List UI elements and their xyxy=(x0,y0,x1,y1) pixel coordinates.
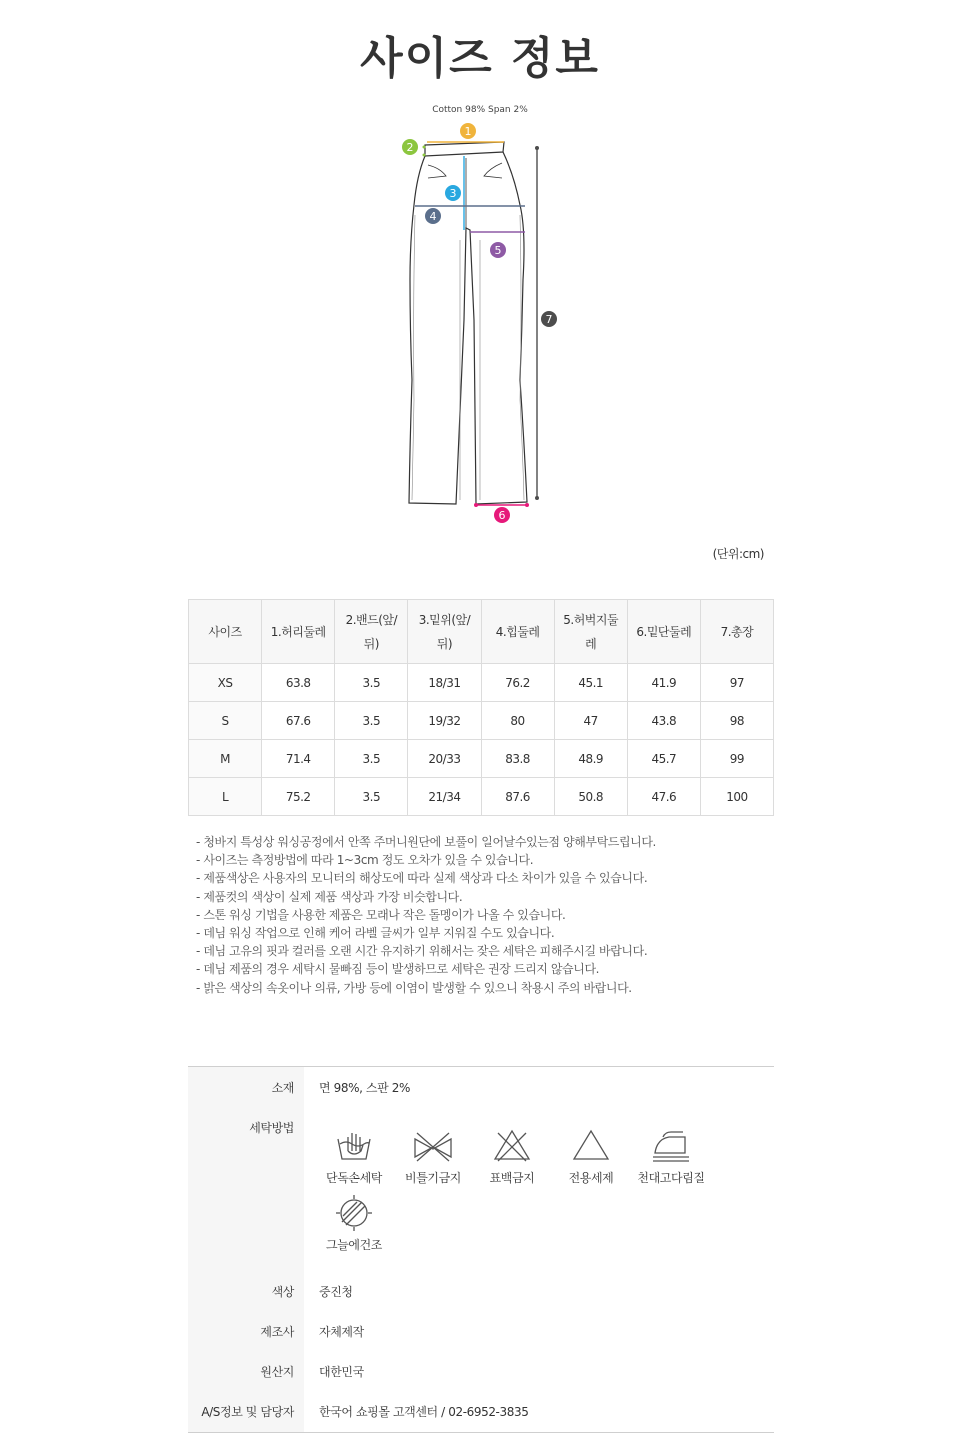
hand-wash-icon xyxy=(334,1127,374,1165)
note-item: - 제품컷의 색상이 실제 제품 색상과 가장 비슷합니다. xyxy=(196,889,463,904)
jeans-measurement-diagram xyxy=(390,115,570,525)
care-item-no-wring xyxy=(393,1127,473,1186)
table-row xyxy=(189,778,774,816)
note-item: - 제품색상은 사용자의 모니터의 해상도에 따라 실제 색상과 다소 차이가 있을 수 있습니다. xyxy=(196,871,648,886)
marker-6 xyxy=(494,507,510,523)
marker-5 xyxy=(490,242,506,258)
measurement-lines xyxy=(415,142,539,507)
manufacturer-info-value: 자체제작 xyxy=(319,1325,364,1339)
page-title: 사이즈 정보 xyxy=(360,33,600,84)
table-cell: 50.8 xyxy=(554,778,627,816)
note-item: - 스톤 워싱 기법을 사용한 제품은 모래나 작은 돌멩이가 나올 수 있습니다. xyxy=(196,907,566,922)
care-label: 비틀기금지 xyxy=(405,1171,461,1185)
color-info-label: 색상 xyxy=(271,1285,294,1299)
manufacturer-info-label: 제조사 xyxy=(260,1325,294,1339)
marker-1 xyxy=(460,123,476,139)
table-cell: 83.8 xyxy=(481,740,554,778)
special-detergent-icon xyxy=(571,1127,611,1165)
note-item: - 밝은 색상의 속옷이나 의류, 가방 등에 이염이 발생할 수 있으니 착용시 주의 바랍니다. xyxy=(196,980,632,995)
care-item-no-bleach xyxy=(472,1127,552,1186)
marker-7 xyxy=(541,311,557,327)
no-bleach-icon xyxy=(492,1127,532,1165)
shade-dry-icon xyxy=(334,1194,374,1232)
care-item-special-detergent xyxy=(551,1127,631,1186)
notes-list xyxy=(196,833,656,997)
table-cell: 41.9 xyxy=(627,664,700,702)
table-cell: 97 xyxy=(700,664,773,702)
marker-2 xyxy=(402,139,418,155)
note-item: - 데님 고유의 핏과 컬러를 오랜 시간 유지하기 위해서는 잦은 세탁은 피해주시길 바랍니다. xyxy=(196,944,648,959)
note-item: - 청바지 특성상 워싱공정에서 안쪽 주머니원단에 보풀이 일어날수있는점 양해부탁드립니다. xyxy=(196,835,656,849)
size-cell: M xyxy=(189,740,262,778)
material-info-value: 면 98%, 스판 2% xyxy=(319,1081,410,1095)
header-hip: 4.힙둘레 xyxy=(481,600,554,664)
size-table xyxy=(188,599,774,816)
table-row xyxy=(189,664,774,702)
marker-3 xyxy=(445,185,461,201)
size-cell: XS xyxy=(189,664,262,702)
table-cell: 100 xyxy=(700,778,773,816)
size-cell: L xyxy=(189,778,262,816)
table-cell: 63.8 xyxy=(262,664,335,702)
origin-info-label: 원산지 xyxy=(260,1365,294,1379)
svg-text:1: 1 xyxy=(464,125,472,138)
care-label: 단독손세탁 xyxy=(326,1171,382,1185)
header-size: 사이즈 xyxy=(189,600,262,664)
table-cell: 48.9 xyxy=(554,740,627,778)
header-waist: 1.허리둘레 xyxy=(262,600,335,664)
header-band: 2.밴드(앞/ 뒤) xyxy=(335,600,408,664)
note-item: - 데님 워싱 작업으로 인해 케어 라벨 글씨가 일부 지워질 수도 있습니다. xyxy=(196,926,555,941)
origin-info-value: 대한민국 xyxy=(319,1365,364,1379)
svg-text:3: 3 xyxy=(449,187,457,200)
header-rise: 3.밑위(앞/ 뒤) xyxy=(408,600,481,664)
care-label: 전용세제 xyxy=(568,1171,614,1185)
iron-with-cloth-icon xyxy=(649,1127,693,1165)
table-cell: 80 xyxy=(481,702,554,740)
unit-note: (단위:cm) xyxy=(712,547,764,561)
svg-text:7: 7 xyxy=(545,313,553,326)
care-item-shade-dry xyxy=(314,1194,394,1253)
table-cell: 18/31 xyxy=(408,664,481,702)
table-cell: 45.1 xyxy=(554,664,627,702)
table-cell: 45.7 xyxy=(627,740,700,778)
care-item-iron-with-cloth xyxy=(631,1127,711,1186)
as-info-label: A/S정보 및 담당자 xyxy=(201,1405,294,1419)
table-cell: 87.6 xyxy=(481,778,554,816)
care-item-hand-wash xyxy=(314,1127,394,1186)
no-wring-icon xyxy=(411,1127,455,1165)
material-label: Cotton 98% Span 2% xyxy=(432,105,528,115)
note-item: - 데님 제품의 경우 세탁시 물빠짐 등이 발생하므로 세탁은 권장 드리지 않습니다. xyxy=(196,962,600,977)
care-label: 그늘에건조 xyxy=(326,1238,382,1252)
table-cell: 47 xyxy=(554,702,627,740)
care-label: 천대고다림질 xyxy=(637,1171,705,1185)
table-cell: 3.5 xyxy=(335,740,408,778)
product-info-table xyxy=(188,1066,774,1433)
table-cell: 21/34 xyxy=(408,778,481,816)
table-cell: 3.5 xyxy=(335,778,408,816)
jeans-illustration xyxy=(406,141,527,504)
marker-4 xyxy=(425,208,441,224)
care-info-label: 세탁방법 xyxy=(249,1121,294,1135)
table-row xyxy=(189,740,774,778)
table-cell: 43.8 xyxy=(627,702,700,740)
size-cell: S xyxy=(189,702,262,740)
header-length: 7.총장 xyxy=(700,600,773,664)
table-cell: 99 xyxy=(700,740,773,778)
care-label: 표백금지 xyxy=(489,1171,535,1185)
table-row xyxy=(189,702,774,740)
header-thigh: 5.허벅지둘 레 xyxy=(554,600,627,664)
table-cell: 98 xyxy=(700,702,773,740)
svg-text:5: 5 xyxy=(494,244,502,257)
table-cell: 71.4 xyxy=(262,740,335,778)
table-cell: 19/32 xyxy=(408,702,481,740)
table-cell: 67.6 xyxy=(262,702,335,740)
table-cell: 3.5 xyxy=(335,702,408,740)
svg-text:6: 6 xyxy=(498,509,506,522)
svg-text:4: 4 xyxy=(429,210,437,223)
material-info-label: 소재 xyxy=(271,1081,294,1095)
table-cell: 75.2 xyxy=(262,778,335,816)
header-hem: 6.밑단둘레 xyxy=(627,600,700,664)
note-item: - 사이즈는 측정방법에 따라 1~3cm 정도 오차가 있을 수 있습니다. xyxy=(196,853,534,868)
table-cell: 47.6 xyxy=(627,778,700,816)
table-cell: 76.2 xyxy=(481,664,554,702)
table-cell: 20/33 xyxy=(408,740,481,778)
table-cell: 3.5 xyxy=(335,664,408,702)
size-table-header xyxy=(189,600,774,664)
color-info-value: 중진청 xyxy=(319,1285,353,1299)
as-info-value: 한국어 쇼핑몰 고객센터 / 02-6952-3835 xyxy=(319,1405,529,1419)
svg-text:2: 2 xyxy=(406,141,414,154)
